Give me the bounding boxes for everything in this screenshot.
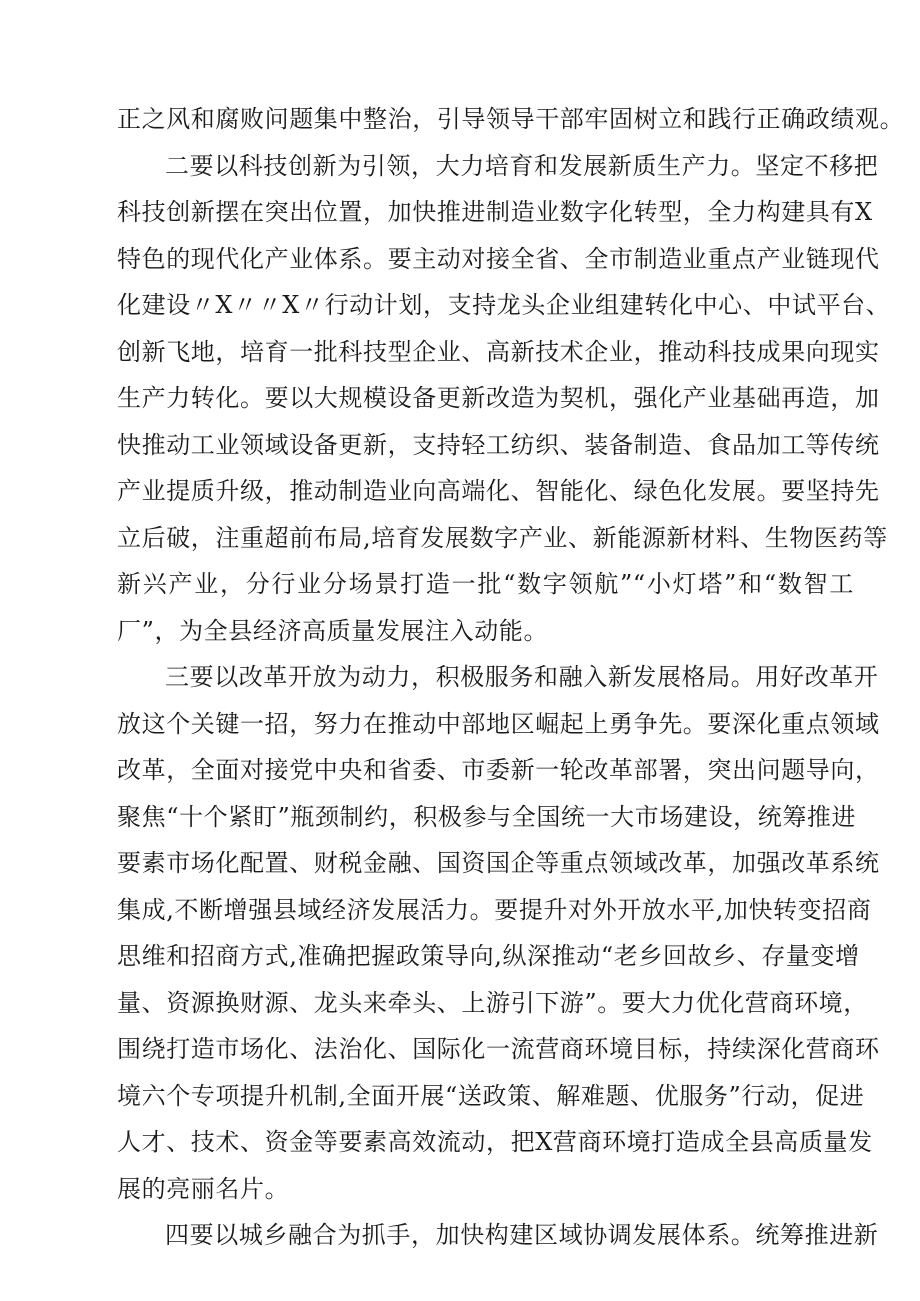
text-line: 境六个专项提升机制,全面开展“送政策、解难题、优服务”行动，促进	[117, 1081, 865, 1110]
text-line: 产业提质升级，推动制造业向高端化、智能化、绿色化发展。要坚持先	[117, 477, 880, 505]
text-line: 集成,不断增强县域经济发展活力。要提升对外开放水平,加快转变招商	[117, 895, 872, 924]
paragraph-4-start: 四要以城乡融合为抓手，加快构建区域协调发展体系。统筹推进新	[165, 1221, 879, 1249]
text-line: 新兴产业，分行业分场景打造一批“数字领航”“小灯塔”和“数智工	[117, 570, 854, 598]
text-line: 人才、技术、资金等要素高效流动，把X营商环境打造成全县高质量发	[117, 1128, 873, 1156]
text-line: 科技创新摆在突出位置，加快推进制造业数字化转型，全力构建具有X	[117, 198, 873, 226]
text-line: 化建设〃X〃〃X〃行动计划，支持龙头企业组建转化中心、中试平台、	[117, 291, 891, 319]
body-text	[117, 96, 905, 1259]
text-line: 思维和招商方式,准确把握政策导向,纵深推动“老乡回故乡、存量变增	[117, 942, 860, 970]
text-line: 放这个关键一招，努力在推动中部地区崛起上勇争先。要深化重点领域	[117, 709, 880, 738]
text-line: 围绕打造市场化、法治化、国际化一流营商环境目标，持续深化营商环	[117, 1035, 880, 1063]
text-line: 生产力转化。要以大规模设备更新改造为契机，强化产业基础再造，加	[117, 384, 880, 412]
text-line: 厂”，为全县经济高质量发展注入动能。	[117, 616, 549, 645]
text-line: 快推动工业领域设备更新，支持轻工纺织、装备制造、食品加工等传统	[117, 430, 880, 459]
text-line: 改革，全面对接党中央和省委、市委新一轮改革部署，突出问题导向，	[117, 756, 880, 784]
paragraph-2-start: 二要以科技创新为引领，大力培育和发展新质生产力。坚定不移把	[165, 151, 879, 180]
text-line: 展的亮丽名片。	[117, 1174, 290, 1203]
text-line: 聚焦“十个紧盯”瓶颈制约，积极参与全国统一大市场建设，统筹推进	[117, 802, 857, 831]
text-line: 要素市场化配置、财税金融、国资国企等重点领域改革，加强改革系统	[117, 849, 880, 877]
text-line: 创新飞地，培育一批科技型企业、高新技术企业，推动科技成果向现实	[117, 337, 880, 366]
paragraph-3-start: 三要以改革开放为动力，积极服务和融入新发展格局。用好改革开	[165, 663, 879, 691]
text-line: 正之风和腐败问题集中整治，引导领导干部牢固树立和践行正确政绩观。	[117, 105, 905, 133]
text-line: 立后破，注重超前布局,培育发展数字产业、新能源新材料、生物医药等	[117, 523, 888, 552]
text-line: 特色的现代化产业体系。要主动对接全省、全市制造业重点产业链现代	[117, 244, 880, 273]
text-line: 量、资源换财源、龙头来牵头、上游引下游”。要大力优化营商环境，	[117, 988, 868, 1017]
